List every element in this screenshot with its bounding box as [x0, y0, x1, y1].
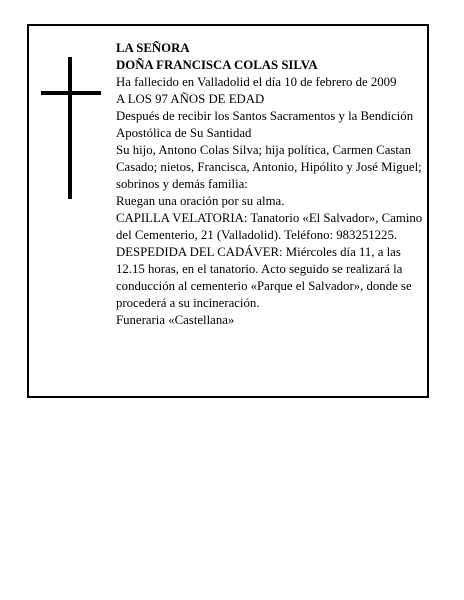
- cross-horizontal-bar: [41, 91, 101, 95]
- family-list: Su hijo, Antono Colas Silva; hija política, Carmen Castan Casado; nietos, Francisca, Antonio, Hipólito y José Miguel; sobrinos y demás familia:: [116, 143, 422, 191]
- obituary-notice: [27, 24, 429, 398]
- funeral-home: Funeraria «Castellana»: [116, 313, 235, 327]
- death-statement: Ha fallecido en Valladolid el día 10 de febrero de 2009: [116, 75, 397, 89]
- latin-cross-icon: [41, 57, 101, 199]
- cross-vertical-bar: [68, 57, 72, 199]
- notice-text: [116, 40, 426, 329]
- age-statement: A LOS 97 AÑOS DE EDAD: [116, 92, 265, 106]
- sacraments-statement: Después de recibir los Santos Sacramentos y la Bendición Apostólica de Su Santidad: [116, 109, 414, 140]
- prayer-request: Ruegan una oración por su alma.: [116, 194, 285, 208]
- farewell-details: DESPEDIDA DEL CADÁVER: Miércoles día 11, a las 12.15 horas, en el tanatorio. Acto seguido se realizará la conducción al cementerio «Parque el Salvador», donde se procederá a su incineración.: [116, 245, 412, 310]
- notice-title: LA SEÑORA: [116, 41, 190, 55]
- chapel-details: CAPILLA VELATORIA: Tanatorio «El Salvador», Camino del Cementerio, 21 (Valladolid). Teléfono: 983251225.: [116, 211, 423, 242]
- deceased-name: DOÑA FRANCISCA COLAS SILVA: [116, 58, 318, 72]
